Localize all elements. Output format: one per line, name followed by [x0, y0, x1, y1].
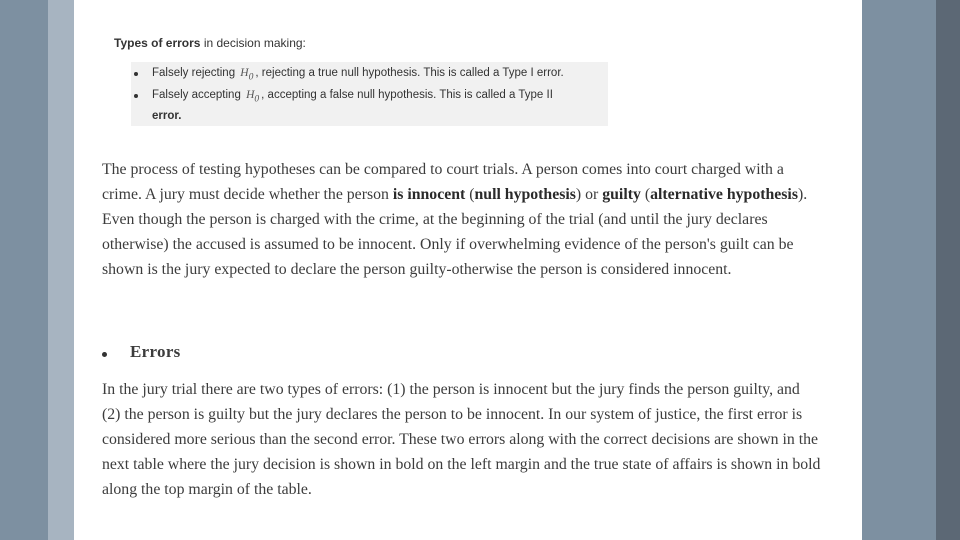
bullet-icon	[102, 352, 107, 357]
image-list	[131, 62, 608, 126]
bullet-icon	[134, 72, 138, 76]
right-inner-bar	[862, 0, 936, 540]
court-analogy-paragraph: The process of testing hypotheses can be compared to court trials. A person comes into court charged with a crime. A jury must decide whether the person is innocent (null hypothesis) or guilty (alternative hypothesis). Even though the person is charged with the crime, at the beginning of the trial (and until the jury declares otherwise) the accused is assumed to be innocent. Only if overwhelming evidence of the person's guilt can be shown is the jury expected to declare the person guilty-otherwise the person is considered innocent.	[102, 161, 808, 278]
errors-heading-text: Errors	[130, 342, 181, 361]
image-title-bold: Types of errors	[114, 36, 201, 50]
right-outer-bar	[936, 0, 960, 540]
image-list-item-text: Falsely rejecting $H_0$ , rejecting a true null hypothesis. This is called a Type I error.	[152, 67, 564, 83]
bullet-icon	[134, 94, 138, 98]
left-inner-bar	[48, 0, 74, 540]
image-title-rest: in decision making:	[200, 36, 306, 50]
image-list-item-continuation: error.	[152, 110, 182, 122]
jury-errors-paragraph: In the jury trial there are two types of errors: (1) the person is innocent but the jury finds the person guilty, and (2) the person is guilty but the jury declares the person to be innocent. In our system of justice, the first error is considered more serious than the second error. These two errors along with the correct decisions are shown in the next table where the jury decision is shown in bold on the left margin and the true state of affairs is shown in bold along the top margin of the table.	[102, 381, 821, 498]
image-title	[114, 36, 306, 50]
error-types-image	[108, 32, 608, 126]
image-list-item-text: Falsely accepting $H_0$ , accepting a false null hypothesis. This is called a Type II	[152, 89, 553, 105]
left-outer-bar	[0, 0, 48, 540]
